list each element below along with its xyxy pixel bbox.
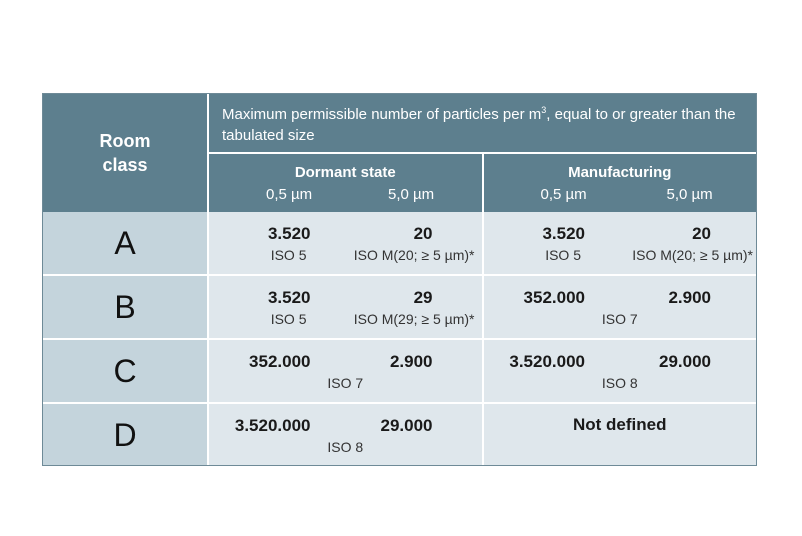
divider — [42, 338, 757, 340]
value-50: 20 — [692, 224, 711, 243]
row-a-dormant — [208, 212, 483, 274]
room-class-d — [42, 404, 208, 466]
row-a-manufacturing — [483, 212, 758, 274]
room-class-label: Room class — [99, 130, 151, 175]
value-50: 29.000 — [659, 352, 711, 371]
row-c-dormant — [208, 340, 483, 402]
room-class-header — [42, 93, 208, 212]
room-class-b — [42, 276, 208, 338]
iso-class: ISO 8 — [327, 439, 364, 455]
divider — [42, 402, 757, 404]
room-class-d-label: D — [113, 416, 137, 453]
row-c-manufacturing — [483, 340, 758, 402]
value-05: 3.520 — [267, 288, 311, 307]
manufacturing-size-small: 0,5 µm — [540, 186, 587, 203]
value-05: 3.520.000 — [509, 352, 585, 371]
value-05: 3.520.000 — [234, 416, 311, 435]
room-class-c-label: C — [113, 352, 137, 389]
iso-05: ISO 5 — [270, 247, 307, 263]
divider — [207, 93, 209, 466]
row-b-manufacturing — [483, 276, 758, 338]
value-05: 352.000 — [523, 288, 585, 307]
dormant-state-title: Dormant state — [294, 164, 396, 181]
room-class-a — [42, 212, 208, 274]
value-05: 352.000 — [249, 352, 311, 371]
divider — [42, 274, 757, 276]
manufacturing-header — [483, 153, 758, 212]
room-class-b-label: B — [114, 288, 136, 325]
value-50: 2.900 — [668, 288, 711, 307]
iso-50: ISO M(20; ≥ 5 µm)* — [632, 247, 753, 263]
iso-05: ISO 5 — [545, 247, 581, 263]
iso-05: ISO 5 — [270, 311, 307, 327]
value-50: 29.000 — [380, 416, 433, 435]
dormant-size-large: 5,0 µm — [388, 186, 435, 203]
row-d-manufacturing — [483, 404, 758, 466]
max-particles-unit-sup: 3 — [541, 105, 547, 115]
iso-50: ISO M(20; ≥ 5 µm)* — [353, 247, 475, 263]
value-50: 20 — [413, 224, 433, 243]
manufacturing-size-large: 5,0 µm — [666, 186, 713, 203]
iso-50: ISO M(29; ≥ 5 µm)* — [353, 311, 475, 327]
iso-class: ISO 7 — [601, 311, 638, 327]
value-05: 3.520 — [542, 224, 585, 243]
not-defined-label: Not defined — [573, 415, 667, 434]
divider — [208, 152, 757, 154]
divider — [482, 153, 484, 466]
max-particles-header — [208, 93, 757, 153]
iso-class: ISO 7 — [327, 375, 364, 391]
iso-class: ISO 8 — [601, 375, 638, 391]
dormant-state-header — [208, 153, 483, 212]
manufacturing-title: Manufacturing — [568, 164, 672, 181]
room-class-c — [42, 340, 208, 402]
dormant-size-small: 0,5 µm — [266, 186, 313, 203]
row-d-dormant — [208, 404, 483, 466]
row-b-dormant — [208, 276, 483, 338]
room-class-a-label: A — [114, 224, 136, 261]
max-particles-label: Maximum permissible number of particles per m — [222, 106, 542, 123]
value-50: 2.900 — [389, 352, 433, 371]
max-particles-label-rest: , equal to or greater than the tabulated size — [222, 106, 736, 144]
value-50: 29 — [413, 288, 433, 307]
value-05: 3.520 — [267, 224, 311, 243]
cleanroom-classification-table — [42, 93, 757, 466]
